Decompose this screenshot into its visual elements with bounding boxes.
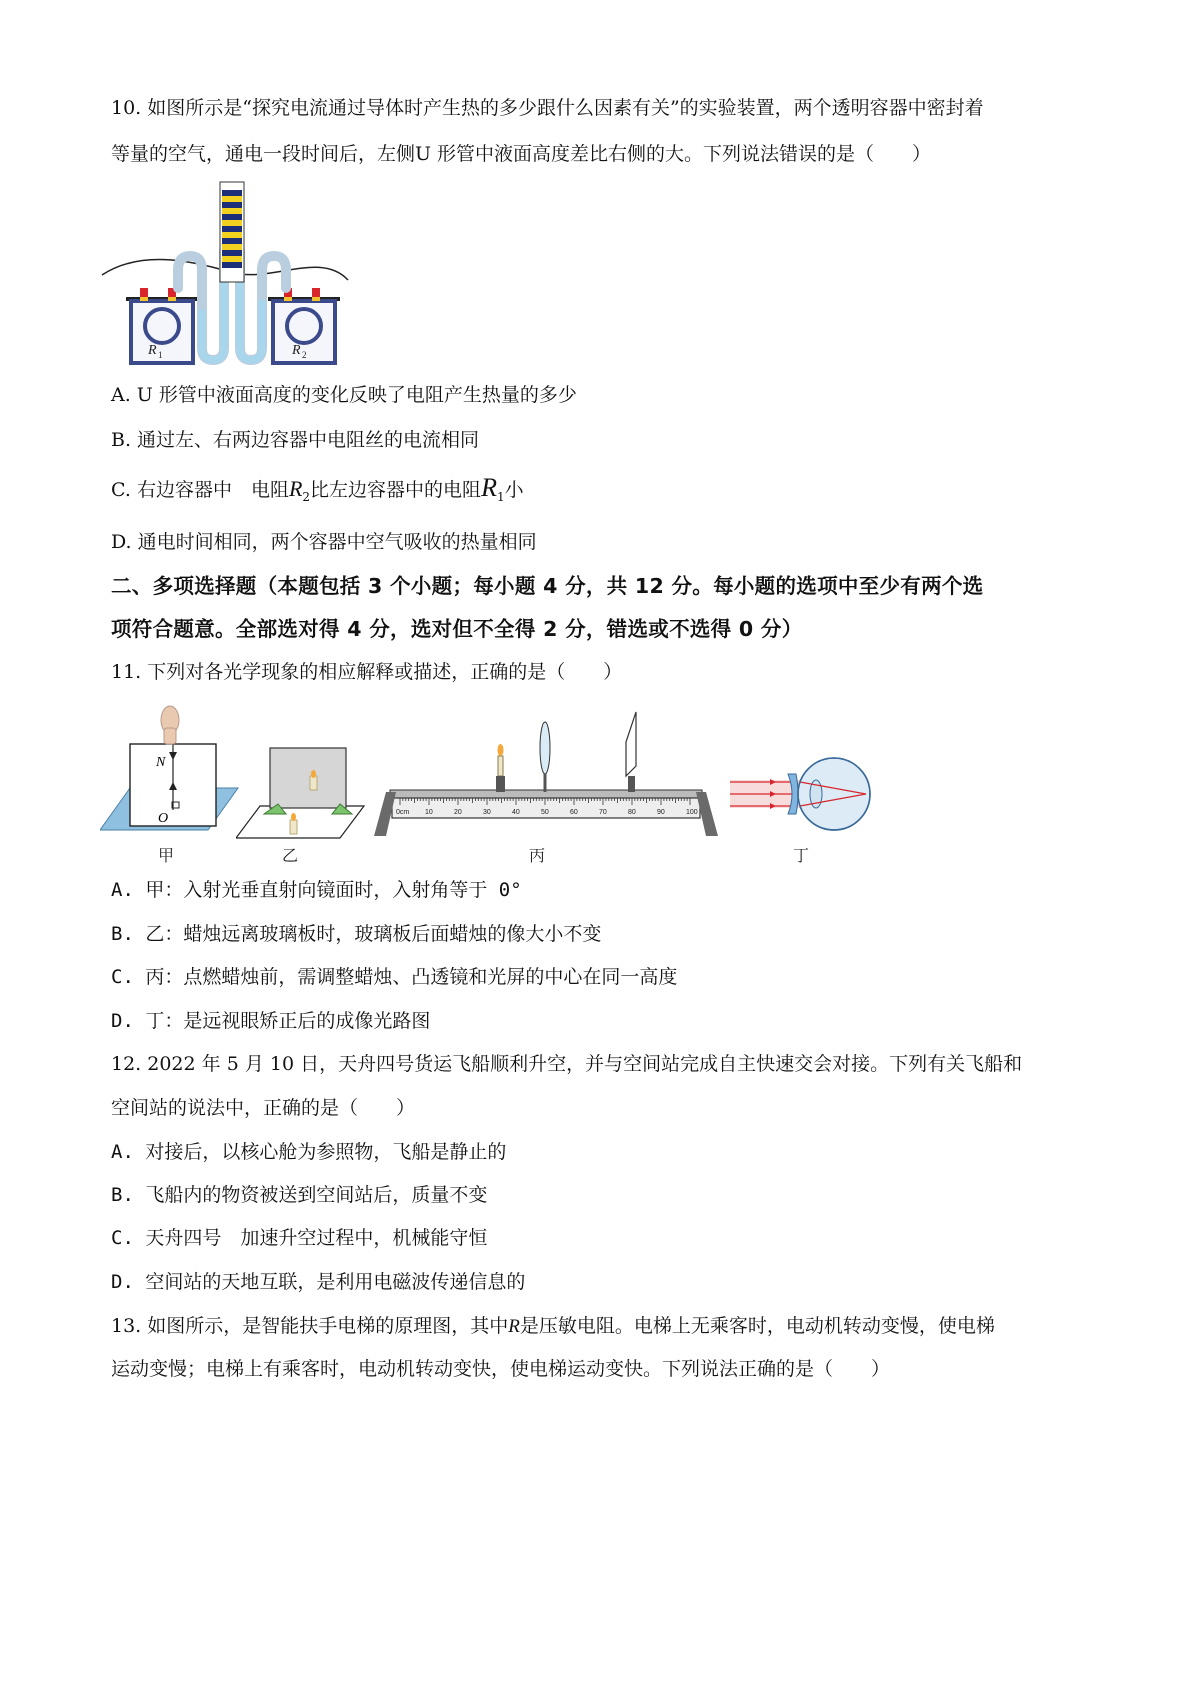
q13-stem-line2: 运动变慢；电梯上有乘客时，电动机转动变快，使电梯运动变快。下列说法正确的是（ ） — [111, 1358, 891, 1380]
q11-figure-ding — [730, 752, 880, 842]
q12-option-a: A. 对接后，以核心舱为参照物，飞船是静止的 — [111, 1141, 507, 1163]
svg-text:1: 1 — [158, 350, 163, 360]
light-screen — [626, 712, 636, 776]
ruler-tick-label: 0cm — [396, 809, 410, 816]
ruler-tick-label: 100 — [686, 809, 698, 816]
section2-heading-line1: 二、多项选择题（本题包括 3 个小题；每小题 4 分，共 12 分。每小题的选项中至少有两个选 — [111, 574, 984, 598]
ruler-tick-label: 20 — [454, 809, 462, 816]
q12-option-d: D. 空间站的天地互联，是利用电磁波传递信息的 — [111, 1271, 526, 1293]
caption-bing: 丙 — [529, 846, 546, 865]
ruler-tick-label: 10 — [425, 809, 433, 816]
ruler-tick-label: 50 — [541, 809, 549, 816]
q12-option-c: C. 天舟四号 加速升空过程中，机械能守恒 — [111, 1227, 488, 1249]
q12-option-b: B. 飞船内的物资被送到空间站后，质量不变 — [111, 1184, 488, 1206]
q10-figure-joule-heating — [100, 180, 360, 380]
q11-figure-yi — [236, 742, 366, 840]
q12-stem-line2: 空间站的说法中，正确的是（ ） — [111, 1097, 416, 1119]
ruler-tick-label: 80 — [628, 809, 636, 816]
ruler-tick-label: 60 — [570, 809, 578, 816]
q11-option-d: D. 丁：是远视眼矫正后的成像光路图 — [111, 1010, 431, 1032]
caption-ding: 丁 — [793, 846, 810, 865]
glass-plate — [270, 748, 346, 808]
q10-stem-line2: 等量的空气，通电一段时间后，左侧U 形管中液面高度差比右侧的大。下列说法错误的是（ ） — [111, 143, 932, 165]
q11-figure-bing — [370, 706, 722, 840]
ruler-tick-label: 70 — [599, 809, 607, 816]
q10-option-b: B. 通过左、右两边容器中电阻丝的电流相同 — [111, 429, 480, 451]
ruler-tick-label: 90 — [657, 809, 665, 816]
label-o: O — [158, 811, 169, 826]
section2-heading-line2: 项符合题意。全部选对得 4 分，选对但不全得 2 分，错选或不选得 0 分） — [111, 617, 803, 641]
q10-option-c: C. 右边容器中 电阻$R_2$比左边容器中的电阻$R_1$小 — [111, 473, 524, 504]
q11-stem: 11. 下列对各光学现象的相应解释或描述，正确的是（ ） — [111, 661, 623, 683]
q10-option-d: D. 通电时间相同，两个容器中空气吸收的热量相同 — [111, 531, 537, 553]
image-candle — [310, 776, 317, 790]
q13-stem-line1: 13. 如图所示，是智能扶手电梯的原理图，其中R是压敏电阻。电梯上无乘客时，电动机转动变慢，使电梯 — [111, 1315, 995, 1337]
ruler-tick-label: 30 — [483, 809, 491, 816]
q11-option-c: C. 丙：点燃蜡烛前，需调整蜡烛、凸透镜和光屏的中心在同一高度 — [111, 966, 678, 988]
q11-figure-jia — [100, 702, 240, 842]
q11-option-a: A. 甲：入射光垂直射向镜面时，入射角等于 0° — [111, 879, 522, 901]
caption-yi: 乙 — [282, 846, 299, 865]
r1-label: R — [148, 343, 157, 358]
convex-lens — [540, 722, 550, 774]
q10-stem-line1: 10. 如图所示是“探究电流通过导体时产生热的多少跟什么因素有关”的实验装置，两个透明容器中密封着 — [111, 97, 984, 119]
q11-option-b: B. 乙：蜡烛远离玻璃板时，玻璃板后面蜡烛的像大小不变 — [111, 923, 602, 945]
candle — [290, 820, 297, 834]
bench-candle — [498, 756, 503, 776]
q12-stem-line1: 12. 2022 年 5 月 10 日，天舟四号货运飞船顺利升空，并与空间站完成自主快速交会对接。下列有关飞船和 — [111, 1053, 1023, 1075]
label-n: N — [156, 755, 166, 770]
q10-option-a: A. U 形管中液面高度的变化反映了电阻产生热量的多少 — [111, 384, 577, 406]
ruler-tick-label: 40 — [512, 809, 520, 816]
r2-label: R — [292, 343, 301, 358]
caption-jia: 甲 — [158, 846, 175, 865]
svg-text:2: 2 — [302, 350, 307, 360]
